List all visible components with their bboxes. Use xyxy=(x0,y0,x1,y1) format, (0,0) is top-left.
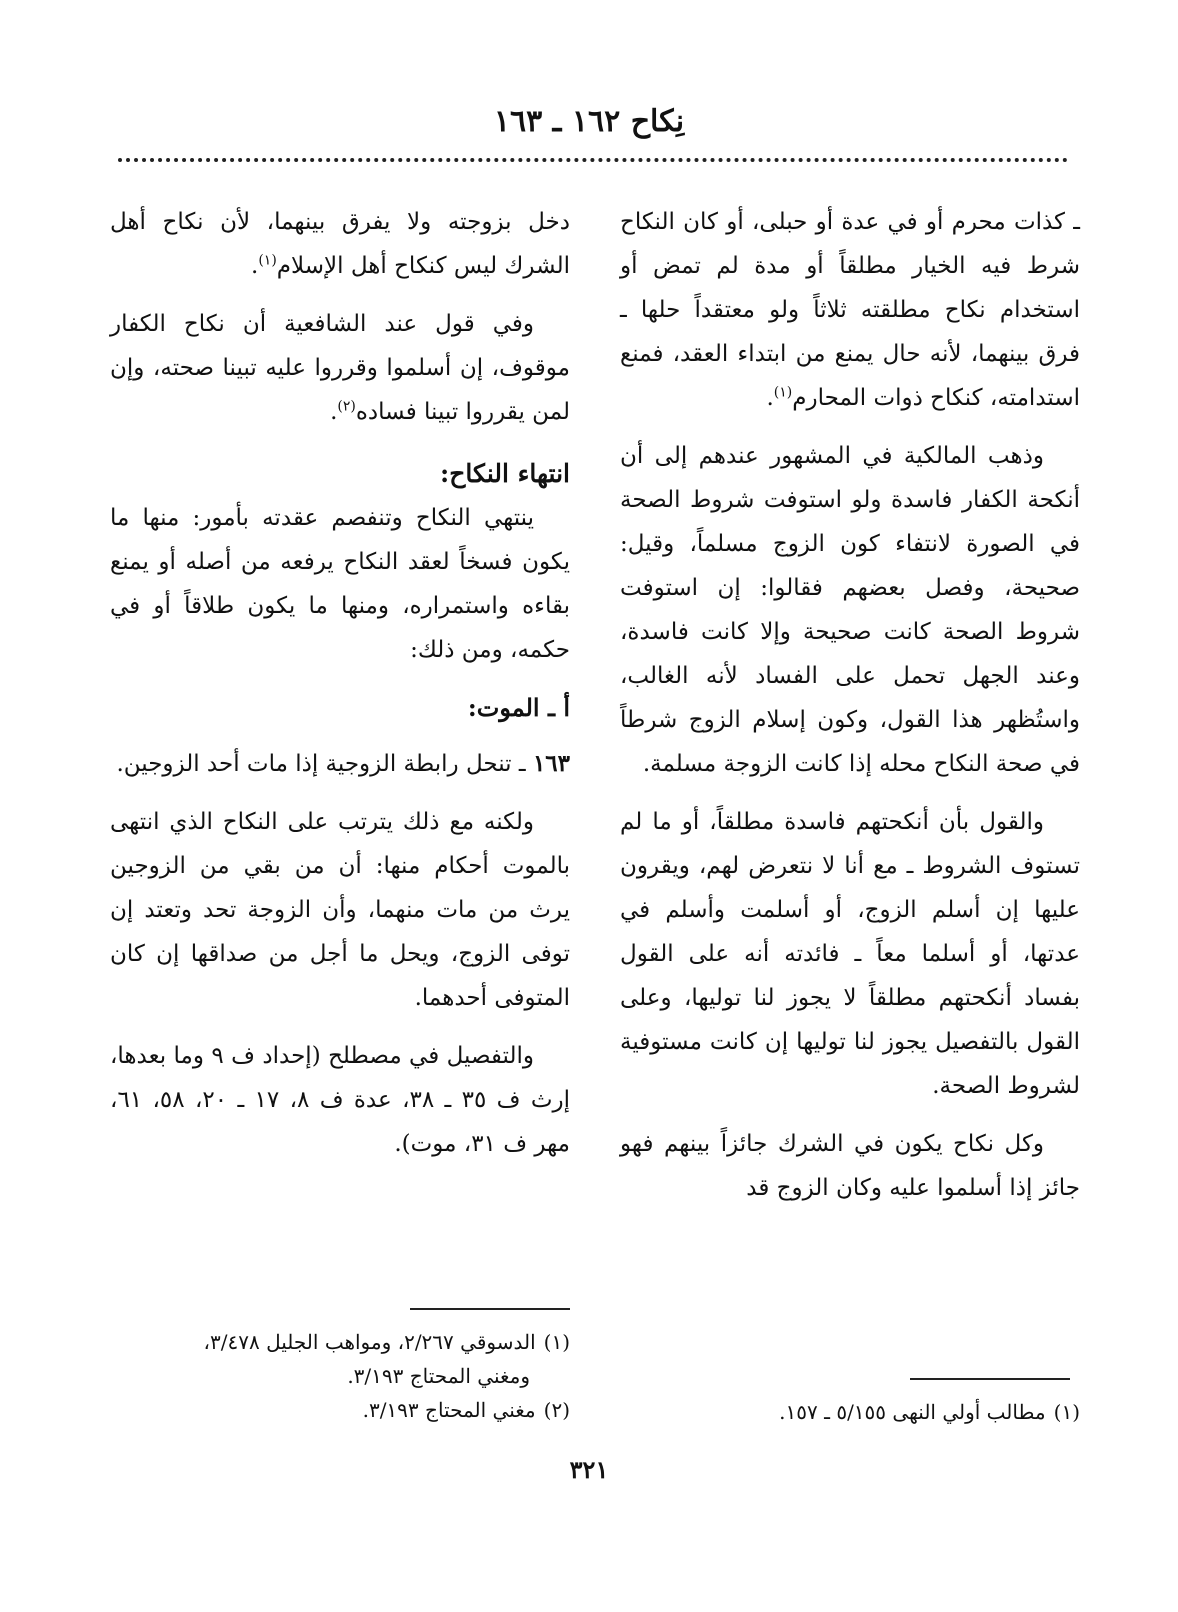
header-dotted-rule xyxy=(118,158,1068,162)
paragraph: والقول بأن أنكحتهم فاسدة مطلقاً، أو ما لم تستوف الشروط ـ مع أنا لا نتعرض لهم، ويقرون عليها إن أسلم الزوج، أو أسلمت وأسلم في عدتها، أو أسلما معاً ـ فائدته أنه على القول بفساد أنكحتهم مطلقاً لا يجوز لنا توليها، وعلى القول بالتفصيل يجوز لنا توليها إن كانت مستوفية لشروط الصحة. xyxy=(620,809,1080,1099)
footnotes-right xyxy=(620,1395,1080,1429)
footnote-reference[interactable]: (١) xyxy=(773,384,793,401)
paragraph: ولكنه مع ذلك يترتب على النكاح الذي انتهى بالموت أحكام منها: أن من بقي من الزوجين يرث من مات منهما، وأن الزوجة تحد وتعتد إن توفى الزوج، ويحل ما أجل من صداقها إن كان المتوفى أحدهما. xyxy=(110,809,570,1011)
paragraph: وكل نكاح يكون في الشرك جائزاً بينهم فهو جائز إذا أسلموا عليه وكان الزوج قد xyxy=(620,1131,1080,1201)
paragraph: والتفصيل في مصطلح (إحداد ف ٩ وما بعدها، إرث ف ٣٥ ـ ٣٨، عدة ف ٨، ١٧ ـ ٢٠، ٥٨، ٦١، مهر ف ٣١، موت). xyxy=(110,1043,571,1157)
paragraph-number: ١٦٣ xyxy=(532,750,570,777)
footnote-divider xyxy=(910,1378,1070,1380)
footnote-continuation: ومغني المحتاج ٣/١٩٣. xyxy=(347,1364,530,1388)
left-column xyxy=(110,200,570,1180)
paragraph: دخل بزوجته ولا يفرق بينهما، لأن نكاح أهل الشرك ليس كنكاح أهل الإسلام$^{(١)}$. xyxy=(110,209,570,279)
footnote: (١)مطالب أولي النهى ٥/١٥٥ ـ ١٥٧. xyxy=(779,1400,1080,1424)
paragraph: وذهب المالكية في المشهور عندهم إلى أن أنكحة الكفار فاسدة ولو استوفت شروط الصحة في الصورة لانتفاء كون الزوج مسلماً، وقيل: صحيحة، وفصل بعضهم فقالوا: إن استوفت شروط الصحة كانت صحيحة وإلا كانت فاسدة، وعند الجهل تحمل على الفساد لأنه الغالب، واستُظهر هذا القول، وكون إسلام الزوج شرطاً في صحة النكاح محله إذا كانت الزوجة مسلمة. xyxy=(620,443,1080,777)
footnote-reference[interactable]: (٢) xyxy=(337,398,356,415)
footnotes-left xyxy=(110,1325,570,1427)
right-column xyxy=(620,200,1080,1224)
footnote-reference[interactable]: (١) xyxy=(258,252,277,269)
section-heading: انتهاء النكاح: xyxy=(440,459,570,488)
paragraph: وفي قول عند الشافعية أن نكاح الكفار موقوف، إن أسلموا وقرروا عليه تبينا صحته، وإن لمن يقرروا تبينا فساده$^{(٢)}$. xyxy=(110,311,570,425)
footnote: (١)الدسوقي ٢/٢٦٧، ومواهب الجليل ٣/٤٧٨، xyxy=(203,1330,570,1354)
running-header: نِكاح ١٦٢ ـ ١٦٣ xyxy=(493,104,685,139)
footnote-divider xyxy=(410,1308,570,1310)
page-number: ٣٢١ xyxy=(569,1455,609,1484)
footnote: (٢)مغني المحتاج ٣/١٩٣. xyxy=(362,1398,570,1422)
paragraph: ينتهي النكاح وتنفصم عقدته بأمور: منها ما يكون فسخاً لعقد النكاح يرفعه من أصله أو يمنع بقاءه واستمراره، ومنها ما يكون طلاقاً أو في حكمه، ومن ذلك: xyxy=(110,505,570,663)
subsection-heading: أ ـ الموت: xyxy=(467,693,570,722)
numbered-paragraph: ١٦٣ ـ تنحل رابطة الزوجية إذا مات أحد الزوجين. xyxy=(116,750,570,777)
paragraph: ـ كذات محرم أو في عدة أو حبلى، أو كان النكاح شرط فيه الخيار مطلقاً أو مدة لم تمض أو استخدام نكاح مطلقته ثلاثاً ولو معتقداً حلها ـ فرق بينهما، لأنه حال يمنع من ابتداء العقد، فمنع استدامته، كنكاح ذوات المحارم$^{(١)}$. xyxy=(620,209,1080,411)
